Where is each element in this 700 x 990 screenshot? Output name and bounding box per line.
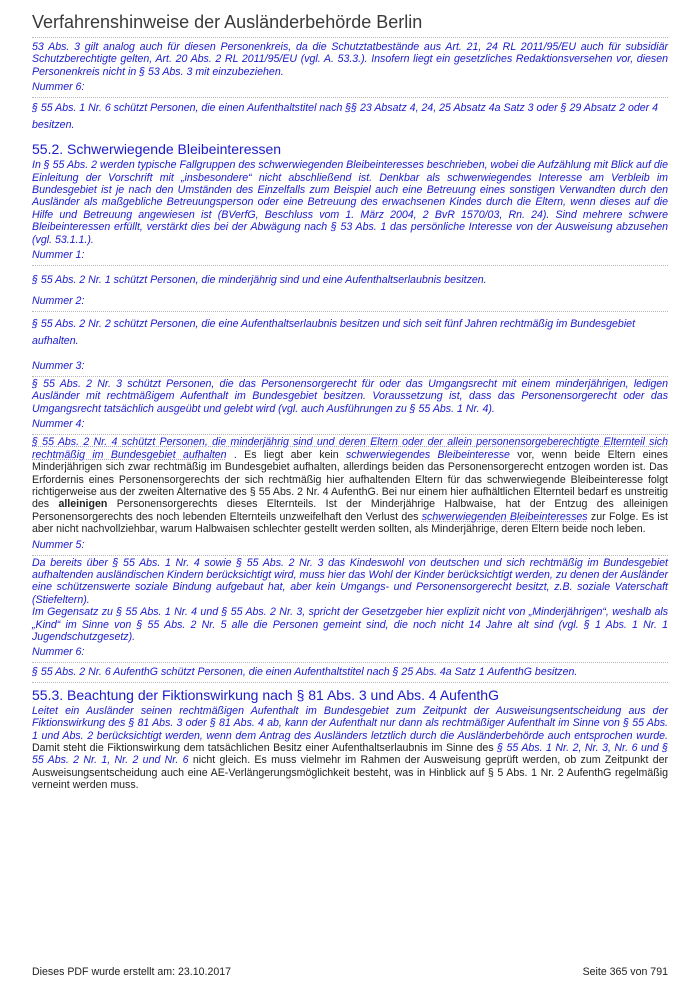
footer-page-number: Seite 365 von 791 xyxy=(582,966,668,978)
footer-created-date: Dieses PDF wurde erstellt am: 23.10.2017 xyxy=(32,966,232,978)
paragraph-nummer-4 xyxy=(32,436,668,535)
label-nummer-4: Nummer 4: xyxy=(32,418,668,435)
paragraph-nummer-6-abs1: § 55 Abs. 1 Nr. 6 schützt Personen, die einen Aufenthaltstitel nach §§ 23 Absatz 4, 24, 25 Absatz 4a Satz 3 oder § 29 Absatz 2 oder 4 besitzen. xyxy=(32,102,659,132)
p553-text-a: Leitet ein Ausländer seinen rechtmäßigen Aufenthalt im Bundesgebiet zum Zeitpunkt der Ausweisungsentscheidung aus der Fiktionswirkung des § 81 Abs. 3 oder § 81 Abs. 4 ab, kann der Aufenthalt nur dann als rechtmäßiger Aufenthalt im Sinne von § 55 Abs. 1 und Abs. 2 berücksichtigt werden, wenn dem Antrag des Ausländers letztlich durch die Ausländerbehörde auch entsprochen wurde. xyxy=(32,704,668,742)
label-nummer-3: Nummer 3: xyxy=(32,360,668,377)
p553-text-b: Damit steht die Fiktionswirkung dem tatsächlichen Besitz einer Aufenthaltserlaubnis im Sinne des xyxy=(32,742,498,754)
heading-55-3: 55.3. Beachtung der Fiktionswirkung nach § 81 Abs. 3 und Abs. 4 AufenthG xyxy=(32,686,499,703)
label-nummer-2: Nummer 2: xyxy=(32,295,668,312)
n4-text-f: Personensorgerechts dieses Elternteils. Ist der Minderjährige Halbwaise, hat der Entzug des alleinigen Personensorgerechts des noch lebenden Elternteils unzweifelhaft den Verlust des xyxy=(32,498,668,523)
label-nummer-5: Nummer 5: xyxy=(32,539,668,556)
document-title: Verfahrenshinweise der Ausländerbehörde Berlin xyxy=(32,10,668,38)
p553-text-d: nicht gleich. Es muss vielmehr im Rahmen der Ausweisung geprüft werden, ob zum Zeitpunkt der Ausweisungsentscheidung auch eine AE-Verlängerungsmöglichkeit besteht, was in Hinblick auf § 5 Abs. 1 Nr. 2 AufenthG regelmäßig verneint werden muss. xyxy=(32,754,669,792)
paragraph-nummer-6-abs2: § 55 Abs. 2 Nr. 6 AufenthG schützt Personen, die einen Aufenthaltstitel nach § 25 Abs. 4a Satz 1 AufenthG besitzen. xyxy=(32,666,668,682)
label-nummer-6-abs1: Nummer 6: xyxy=(32,81,668,98)
heading-55-2: 55.2. Schwerwiegende Bleibeinteressen xyxy=(32,141,282,158)
intro-paragraph: 53 Abs. 3 gilt analog auch für diesen Personenkreis, da die Schutztatbestände aus Art. 21, 24 RL 2011/95/EU auch für subsidiär Schutzberechtigte gelten, Art. 20 Abs. 2 RL 2011/95/EU (vgl. A. 53.3.). Insofern liegt ein gesetzliches Redaktionsversehen vor, diesen Personenkreis nicht in § 53 Abs. 3 mit einzubeziehen. xyxy=(32,41,668,78)
paragraph-nummer-1: § 55 Abs. 2 Nr. 1 schützt Personen, die minderjährig sind und eine Aufenthaltserlaubnis besitzen. xyxy=(32,274,487,287)
label-nummer-6-abs2: Nummer 6: xyxy=(32,646,668,663)
paragraph-nummer-3: § 55 Abs. 2 Nr. 3 schützt Personen, die das Personensorgerecht für oder das Umgangsrecht mit einem minderjährigen, ledigen Ausländer mit rechtmäßigem Aufenthalt im Bundesgebiet besitzen. Voraussetzung ist, dass das Personensorgerecht oder das Umgangsrecht tatsächlich ausgeübt und gelebt wird (vgl. auch Ausführungen zu § 55 Abs. 1 Nr. 4). xyxy=(32,378,668,415)
n4-text-g: schwerwiegenden Bleibeinteresses xyxy=(421,510,588,523)
paragraph-55-3 xyxy=(32,705,668,792)
n4-text-e: alleinigen xyxy=(58,498,108,511)
label-nummer-1: Nummer 1: xyxy=(32,249,668,266)
n4-text-a: § 55 Abs. 2 Nr. 4 schützt Personen, die minderjährig sind und deren Eltern oder der allein personensorgeberechtigte Elternteil sich rechtmäßig im Bundesgebiet aufhalten xyxy=(32,436,668,461)
document-page xyxy=(32,10,668,792)
paragraph-nummer-2: § 55 Abs. 2 Nr. 2 schützt Personen, die eine Aufenthaltserlaubnis besitzen und sich seit fünf Jahren rechtmäßig im Bundesgebiet aufhalten. xyxy=(32,318,636,348)
n4-text-d: vor, wenn beide Eltern eines Minderjährigen sich zwar rechtmäßig im Bundesgebiet aufhalten, allerdings beiden das Personensorgerecht entzogen worden ist. Das Erfordernis eines Personensorgerechts der sich rechtmäßig hier aufhaltenden Eltern für das schwerwiegende Bleibeinteresse folgt richtigerweise aus der zweiten Alternative des § 55 Abs. 2 Nr. 4 AufenthG. Bei nur einem hier aufhältlichen Elternteil bedarf es unstreitig des xyxy=(32,448,668,511)
n4-text-h: zur Folge. Es ist aber nicht nachvollziehbar, warum Halbwaisen schlechter gestellt werden sollten, als Minderjährige, deren Eltern beide noch leben. xyxy=(32,510,668,536)
paragraph-55-2: In § 55 Abs. 2 werden typische Fallgruppen des schwerwiegenden Bleibeinteresses beschrieben, wobei die Aufzählung mit Blick auf die Einleitung der Vorschrift mit „insbesondere“ nicht abschließend ist. Denkbar als schwerwiegendes Interesse am Verbleib im Bundesgebiet ist je nach den Umständen des Einzelfalls zum Beispiel auch eine Betreuung eines sonstigen Verwandten durch den Ausländer als maßgebliche Betreuungsperson oder eine Betreuung des erwachsenen Kindes durch die Eltern, wenn dieses auf die Hilfe und Betreuung angewiesen ist (BVerfG, Beschluss vom 1. März 2004, 2 BvR 1570/03, Rn. 24). Sind mehrere schwere Bleibeinteressen erfüllt, verstärkt dies bei der Abwägung nach § 53 Abs. 1 das persönliche Interesse von der Ausweisung abzusehen (vgl. 53.1.1.). xyxy=(32,159,668,246)
n4-text-b: . Es liegt aber kein xyxy=(226,448,346,461)
n4-text-c: schwerwiegendes Bleibeinteresse xyxy=(345,448,510,461)
p553-text-c: § 55 Abs. 1 Nr. 2, Nr. 3, Nr. 6 und § 55 Abs. 2 Nr. 1, Nr. 2 und Nr. 6 xyxy=(32,742,669,767)
paragraph-nummer-5-1: Da bereits über § 55 Abs. 1 Nr. 4 sowie § 55 Abs. 2 Nr. 3 das Kindeswohl von deutschen und sich rechtmäßig im Bundesgebiet aufhaltenden ausländischen Kindern berücksichtigt wird, muss hier das Wohl der Kinder berücksichtigt werden, zu denen der Ausländer eine schützenswerte soziale Bindung aufgebaut hat, aber kein Umgangs- und Personensorgerecht besitzt, z.B. soziale Vaterschaft (Stiefeltern). xyxy=(32,556,668,606)
paragraph-nummer-5-2: Im Gegensatz zu § 55 Abs. 1 Nr. 4 und § 55 Abs. 2 Nr. 3, spricht der Gesetzgeber hier explizit nicht von „Minderjährigen“, weshalb als „Kind“ im Sinne von § 55 Abs. 2 Nr. 5 alle die Personen gemeint sind, die noch nicht 14 Jahre alt sind (vgl. § 1 Abs. 1 Nr. 1 Jugendschutzgesetz). xyxy=(32,606,668,643)
